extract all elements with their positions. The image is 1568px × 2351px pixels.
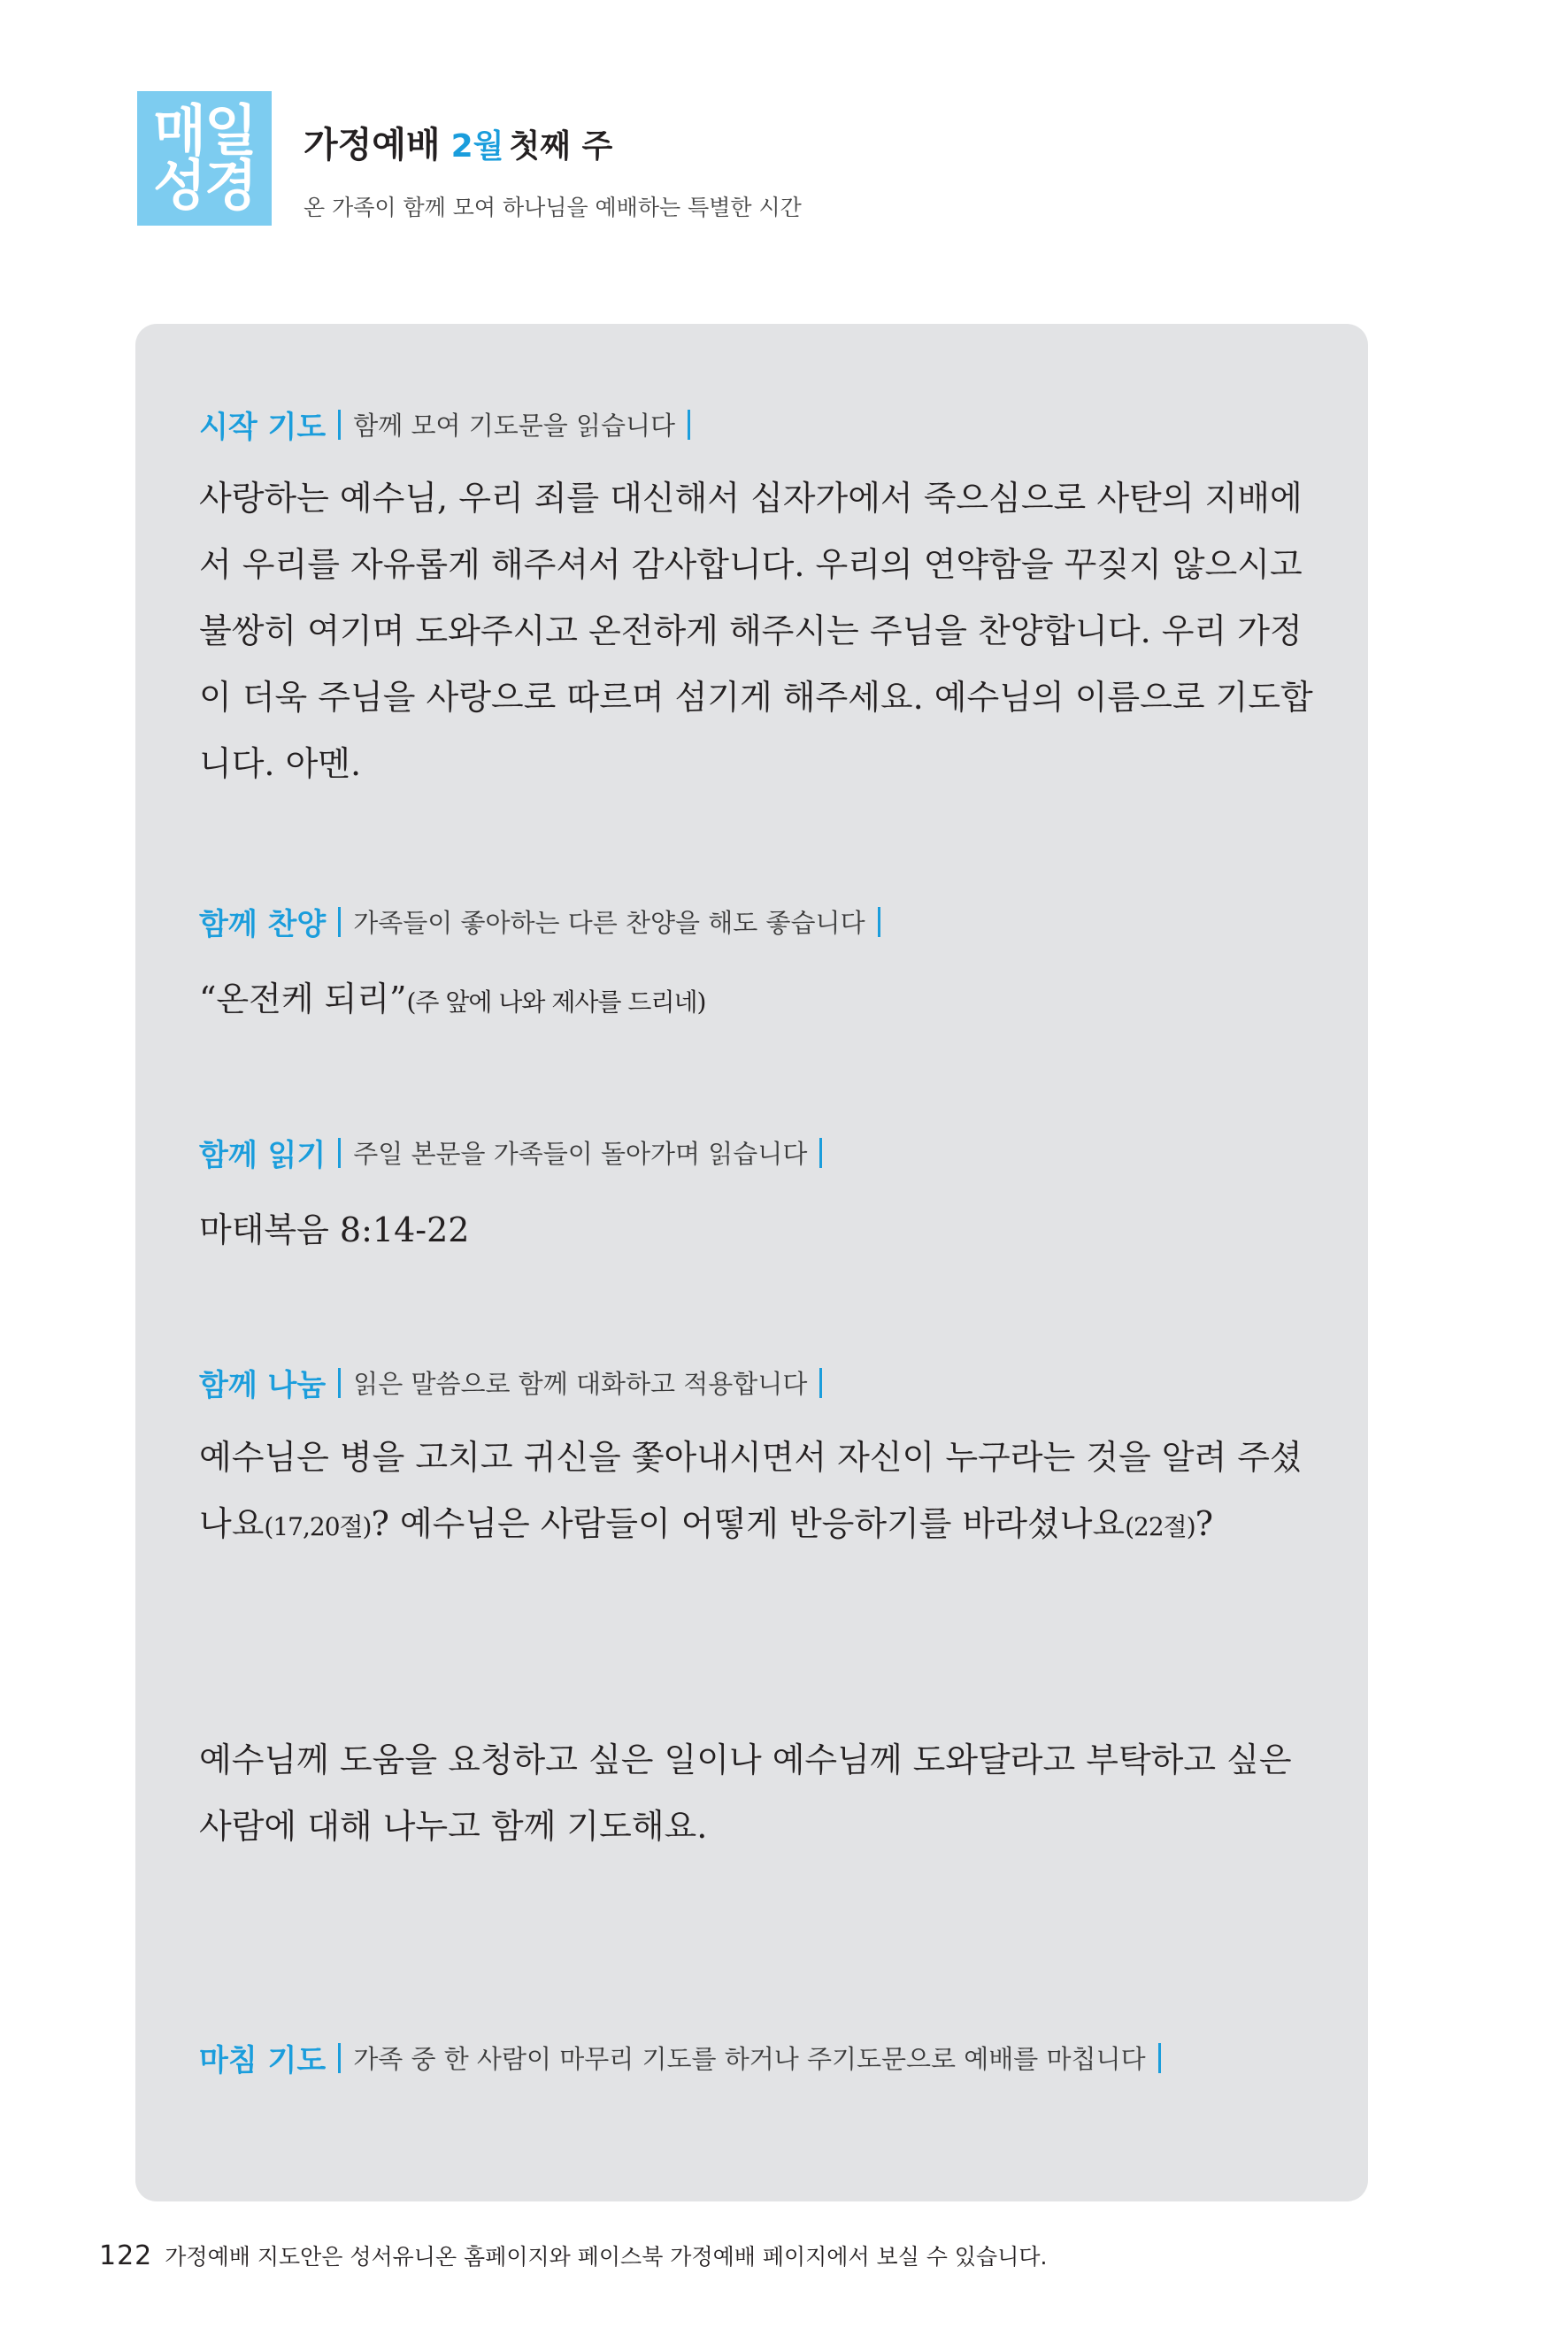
title-month: 2월 xyxy=(450,128,504,165)
opening-prayer-text xyxy=(199,465,1313,797)
divider-bar xyxy=(338,1138,341,1168)
section-heading-sharing xyxy=(199,1361,834,1404)
divider-bar xyxy=(338,1368,341,1398)
section-heading-praise xyxy=(199,900,893,943)
section-name: 마침 기도 xyxy=(199,2043,327,2078)
prayer-line: 사랑하는 예수님, 우리 죄를 대신해서 십자가에서 죽으심으로 사탄의 지배에 xyxy=(199,479,1303,518)
divider-bar xyxy=(338,907,341,937)
daily-bible-logo xyxy=(137,91,272,226)
question-line: 예수님께 도움을 요청하고 싶은 일이나 예수님께 도와달라고 부탁하고 싶은 xyxy=(199,1740,1292,1779)
prayer-line: 불쌍히 여기며 도와주시고 온전하게 해주시는 주님을 찬양합니다. 우리 가정 xyxy=(199,611,1303,650)
verse-reference: (22절) xyxy=(1125,1512,1195,1541)
footer-note: 가정예배 지도안은 성서유니온 홈페이지와 페이스북 가정예배 페이지에서 보실 수 있습니다. xyxy=(165,2244,1048,2270)
section-description: 가족들이 좋아하는 다른 찬양을 해도 좋습니다 xyxy=(353,908,865,938)
section-heading-closing-prayer xyxy=(199,2036,1173,2079)
section-description: 읽은 말씀으로 함께 대화하고 적용합니다 xyxy=(353,1369,808,1399)
title-week: 첫째 주 xyxy=(509,128,613,165)
question-text: ? xyxy=(1195,1504,1214,1543)
section-name: 함께 찬양 xyxy=(199,907,327,942)
divider-bar xyxy=(819,1138,822,1168)
divider-bar xyxy=(1158,2043,1161,2073)
logo-line-2: 성경 xyxy=(153,153,256,218)
section-heading-opening-prayer xyxy=(199,403,703,446)
divider-bar xyxy=(338,2043,341,2073)
verse-reference: (17,20절) xyxy=(264,1512,372,1541)
title-text: 가정예배 xyxy=(304,125,441,165)
praise-song xyxy=(199,966,1283,1035)
song-note: (주 앞에 나와 제사를 드리네) xyxy=(406,987,706,1017)
passage-reference: 마태복음 8:14-22 xyxy=(199,1210,470,1249)
divider-bar xyxy=(338,410,341,440)
question-line: 사람에 대해 나누고 함께 기도해요. xyxy=(199,1807,708,1846)
section-description: 가족 중 한 사람이 마무리 기도를 하거나 주기도문으로 예배를 마칩니다 xyxy=(353,2044,1146,2074)
question-text: ? 예수님은 사람들이 어떻게 반응하기를 바라셨나요 xyxy=(371,1504,1126,1543)
section-heading-reading xyxy=(199,1131,834,1174)
song-title: “온전케 되리” xyxy=(199,980,407,1018)
page-subtitle: 온 가족이 함께 모여 하나님을 예배하는 특별한 시간 xyxy=(304,195,802,220)
question-line: 예수님은 병을 고치고 귀신을 쫓아내시면서 자신이 누구라는 것을 알려 주셨 xyxy=(199,1438,1303,1477)
divider-bar xyxy=(688,410,690,440)
divider-bar xyxy=(819,1368,822,1398)
reading-passage xyxy=(199,1197,1283,1264)
section-name: 함께 읽기 xyxy=(199,1138,327,1173)
page-title xyxy=(304,117,612,167)
page-footer xyxy=(99,2240,1047,2271)
section-name: 시작 기도 xyxy=(199,410,327,445)
prayer-line: 니다. 아멘. xyxy=(199,744,362,783)
sharing-question-1 xyxy=(199,1425,1303,1560)
sharing-question-2 xyxy=(199,1727,1292,1860)
prayer-line: 서 우리를 자유롭게 해주셔서 감사합니다. 우리의 연약함을 꾸짖지 않으시고 xyxy=(199,545,1303,584)
section-description: 함께 모여 기도문을 읽습니다 xyxy=(353,411,676,441)
logo-line-1: 매일 xyxy=(153,98,256,163)
page-number: 122 xyxy=(99,2240,153,2271)
divider-bar xyxy=(878,907,880,937)
section-name: 함께 나눔 xyxy=(199,1368,327,1403)
prayer-line: 이 더욱 주님을 사랑으로 따르며 섬기게 해주세요. 예수님의 이름으로 기도합 xyxy=(199,678,1313,717)
section-description: 주일 본문을 가족들이 돌아가며 읽습니다 xyxy=(353,1139,808,1169)
question-line xyxy=(199,1491,1283,1560)
question-text: 나요 xyxy=(199,1504,265,1543)
